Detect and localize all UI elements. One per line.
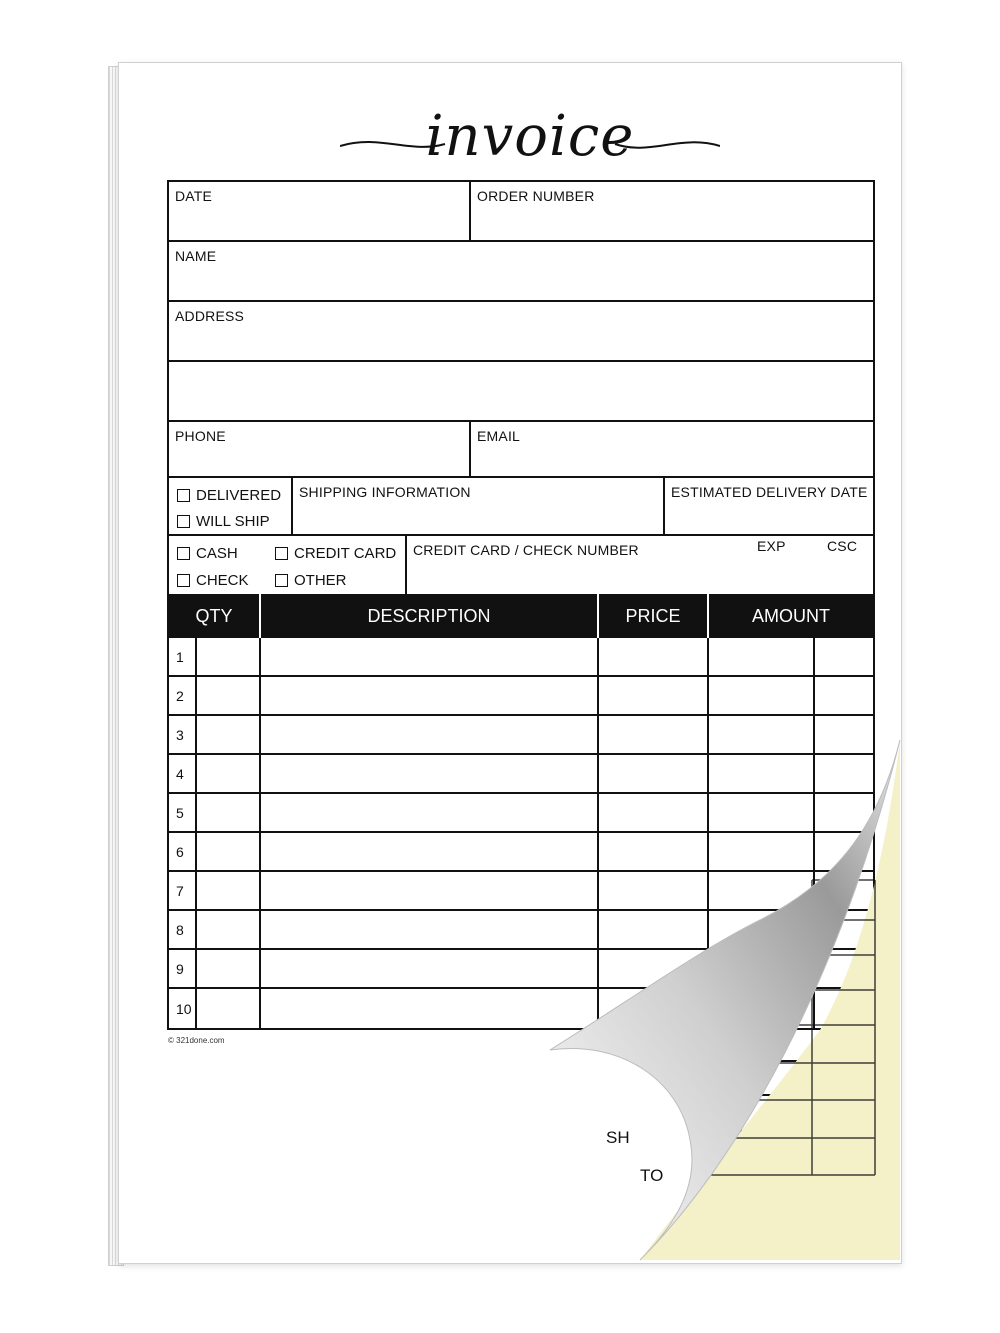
- description-header: DESCRIPTION: [259, 594, 597, 638]
- shipping-label-partial: SH: [606, 1128, 630, 1147]
- amount-header: AMOUNT: [707, 594, 873, 638]
- copyright: © 321done.com: [168, 1036, 225, 1045]
- qty-header: QTY: [195, 605, 233, 626]
- address-label: ADDRESS: [175, 308, 245, 324]
- credit-card-label: CREDIT CARD: [294, 544, 397, 562]
- price-header: PRICE: [597, 594, 707, 638]
- delivered-label: DELIVERED: [196, 486, 282, 504]
- email-label: EMAIL: [477, 428, 521, 444]
- check-label: CHECK: [196, 571, 249, 589]
- card-check-number-label: CREDIT CARD / CHECK NUMBER: [413, 542, 639, 558]
- shipping-information-label: SHIPPING INFORMATION: [299, 484, 471, 500]
- row-number: 4: [176, 765, 184, 782]
- row-number: 6: [176, 843, 184, 860]
- order-number-label: ORDER NUMBER: [477, 188, 595, 204]
- row-number: 10: [176, 1000, 192, 1017]
- row-number: 1: [176, 648, 184, 665]
- cash-label: CASH: [196, 544, 238, 562]
- row-number: 9: [176, 960, 184, 977]
- csc-label: CSC: [827, 538, 858, 554]
- phone-label: PHONE: [175, 428, 226, 444]
- total-label-partial: TO: [640, 1166, 664, 1185]
- row-number: 2: [176, 687, 184, 704]
- exp-label: EXP: [757, 538, 786, 554]
- page-title: invoice: [425, 104, 635, 169]
- row-number: 3: [176, 726, 184, 743]
- will-ship-label: WILL SHIP: [196, 512, 270, 530]
- row-number: 5: [176, 804, 184, 821]
- row-number: 7: [176, 882, 184, 899]
- name-label: NAME: [175, 248, 217, 264]
- estimated-delivery-date-label: ESTIMATED DELIVERY DATE: [671, 484, 868, 500]
- other-label: OTHER: [294, 571, 347, 589]
- date-label: DATE: [175, 188, 213, 204]
- row-number: 8: [176, 921, 184, 938]
